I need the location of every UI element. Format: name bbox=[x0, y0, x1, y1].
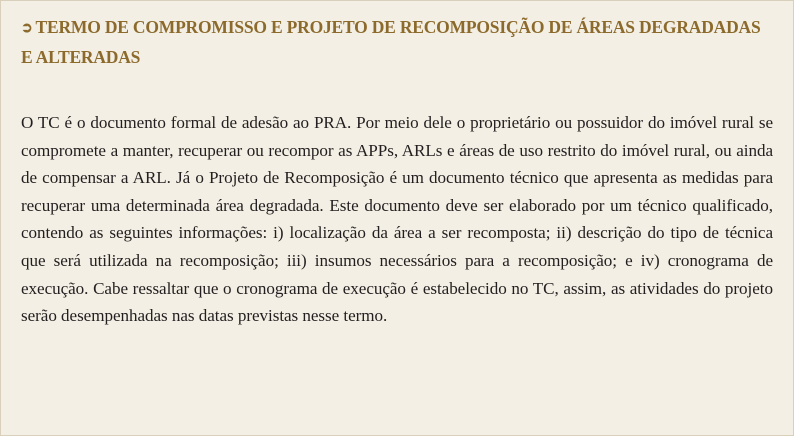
heading-text: TERMO DE COMPROMISSO E PROJETO DE RECOMPOSIÇÃO DE ÁREAS DEGRADADAS E ALTERADAS bbox=[21, 17, 761, 67]
section-heading bbox=[21, 13, 773, 71]
right-arrow-icon: ➲ bbox=[21, 21, 33, 36]
body-paragraph: O TC é o documento formal de adesão ao PRA. Por meio dele o proprietário ou possuidor do imóvel rural se compromete a manter, recuperar ou recompor as APPs, ARLs e áreas de uso restrito do imóvel rural, ou ainda de compensar a ARL. Já o Projeto de Recomposição é um documento técnico que apresenta as medidas para recuperar uma determinada área degradada. Este documento deve ser elaborado por um técnico qualificado, contendo as seguintes informações: i) localização da área a ser recomposta; ii) descrição do tipo de técnica que será utilizada na recomposição; iii) insumos necessários para a recomposição; e iv) cronograma de execução. Cabe ressaltar que o cronograma de execução é estabelecido no TC, assim, as atividades do projeto serão desempenhadas nas datas previstas nesse termo. bbox=[21, 113, 773, 326]
